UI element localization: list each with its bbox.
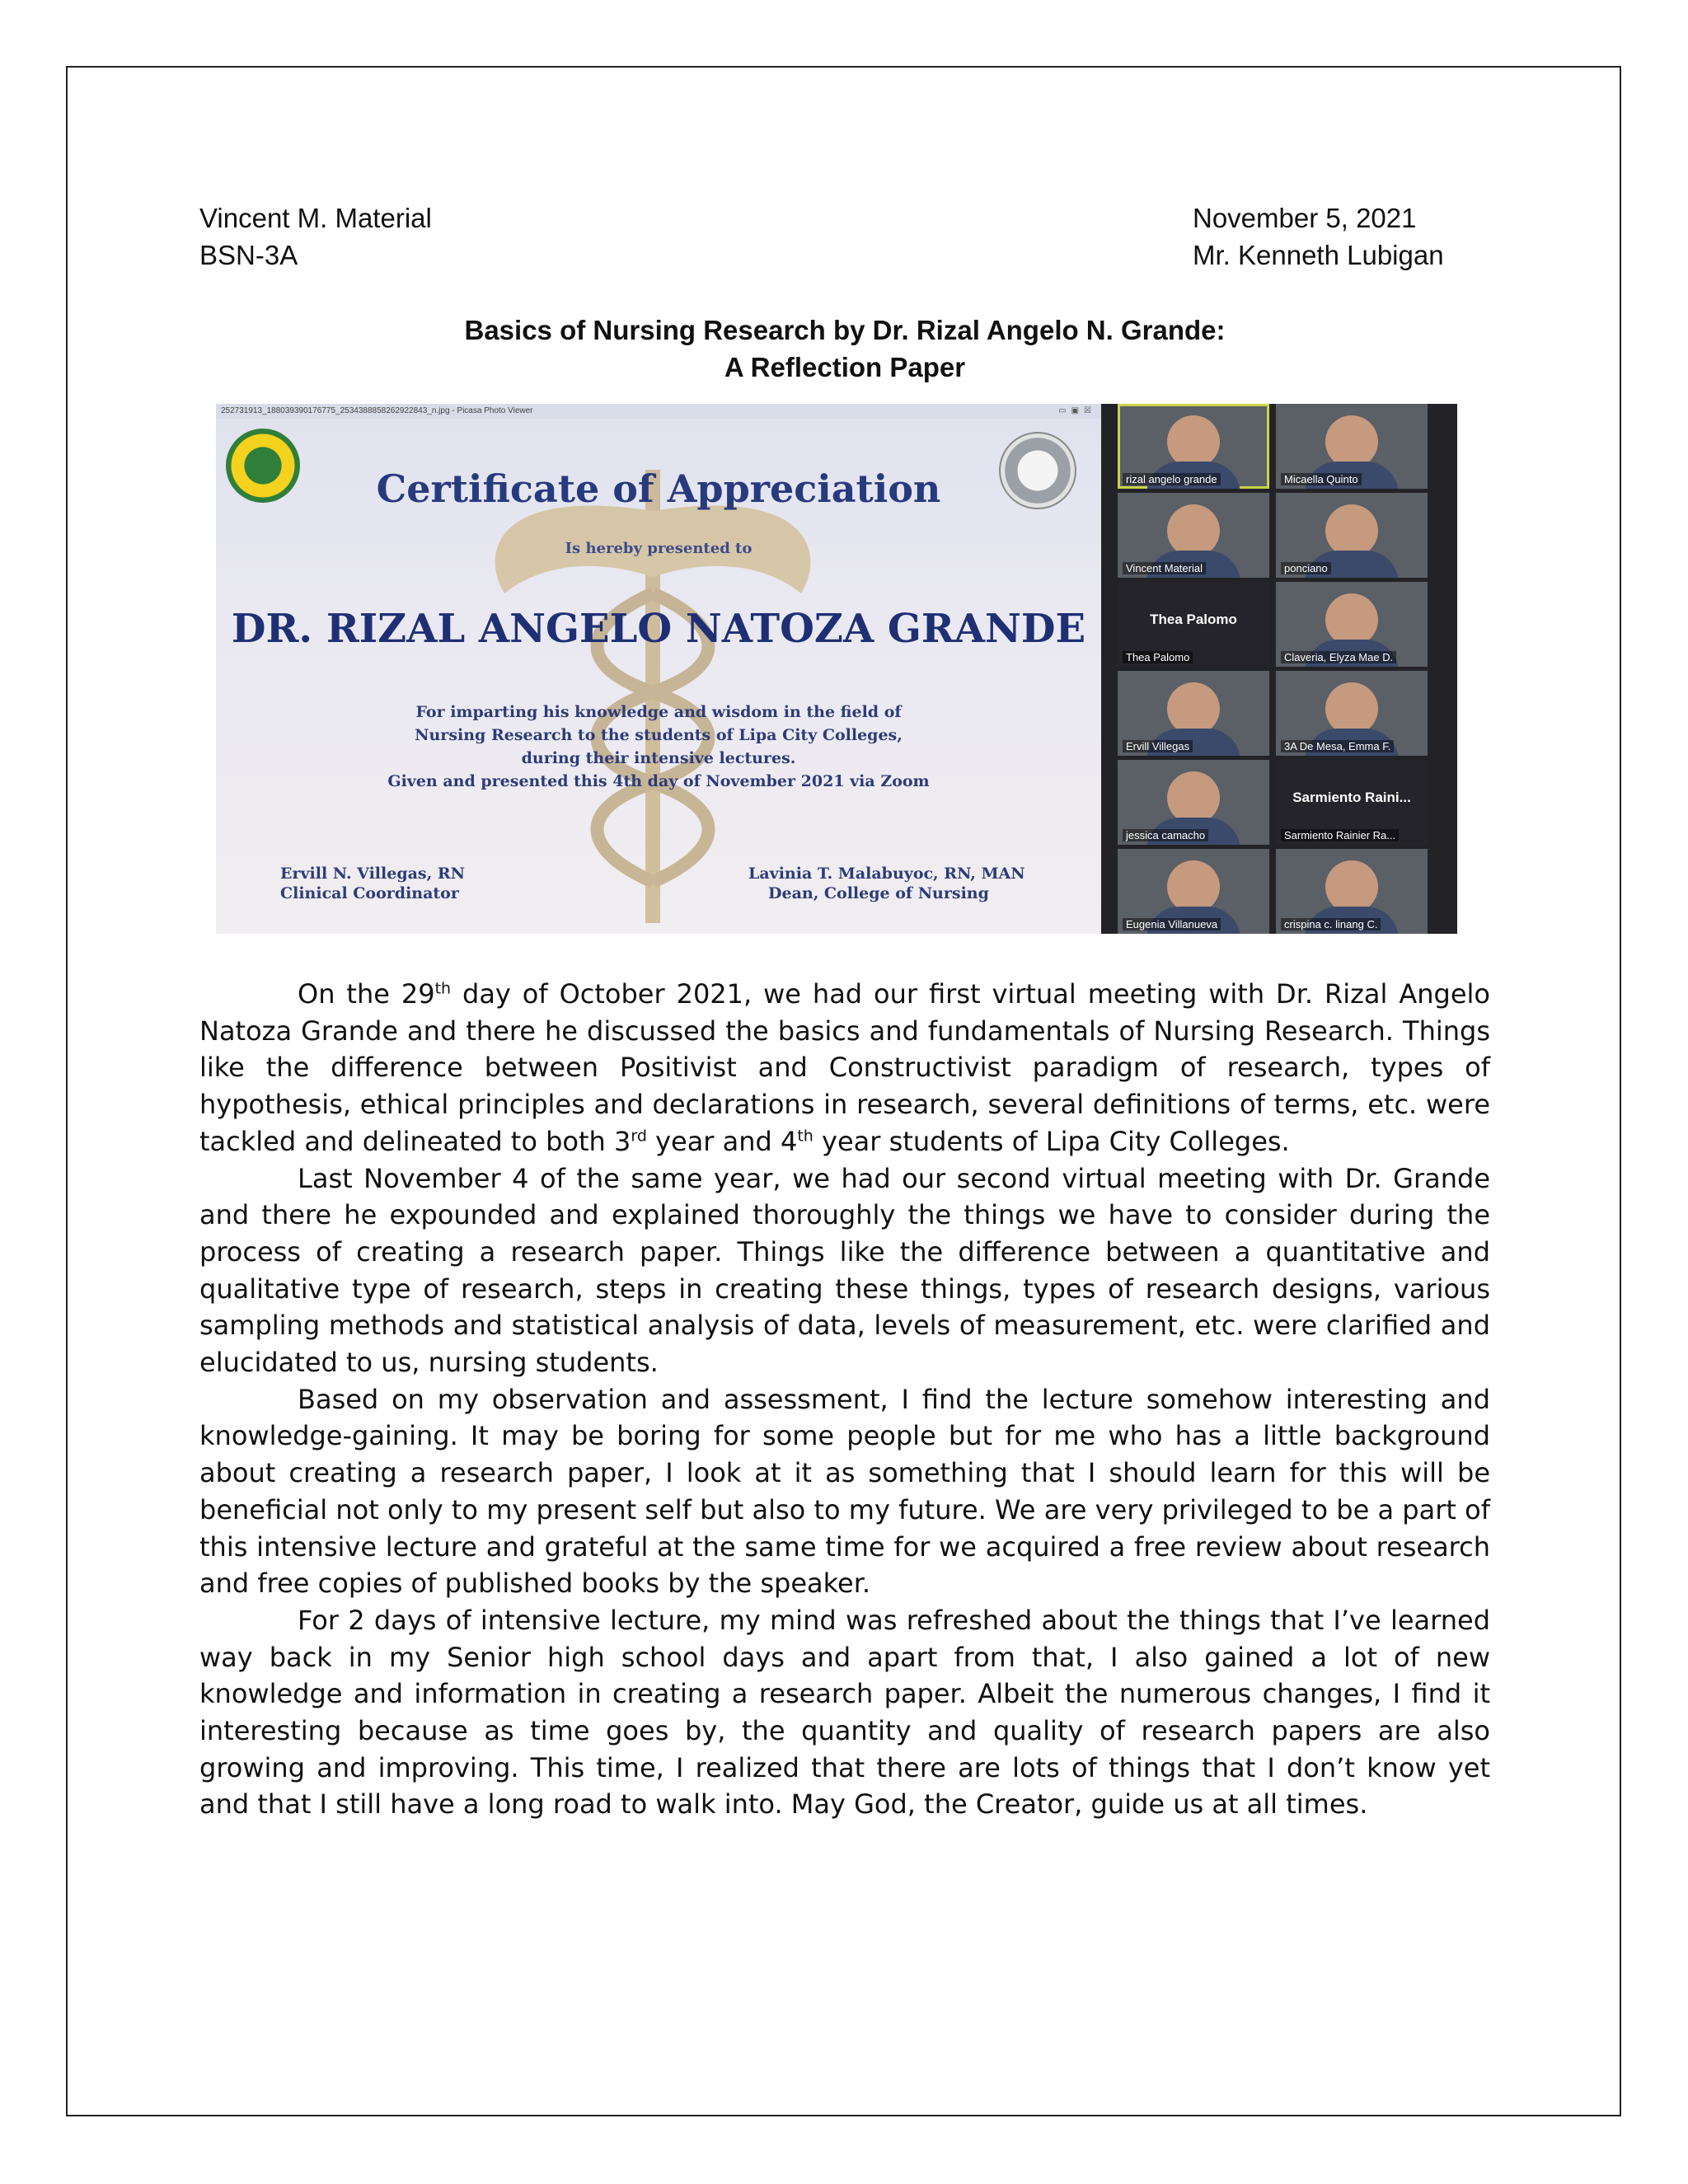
participant-name: Claveria, Elyza Mae D. bbox=[1281, 651, 1396, 663]
signatory-role: Dean, College of Nursing bbox=[768, 884, 989, 902]
participant-tile bbox=[1118, 671, 1269, 756]
author-name: Vincent M. Material bbox=[199, 203, 432, 233]
paragraph-text: day of October 2021, we had our first virtual meeting with Dr. Rizal Angelo Natoza Grande and there he discussed the basics and fundamentals of Nursing Research. Things like the difference between Positivist and Constructivist paradigm of research, types of hypothesis, ethical principles and declarations in research, several definitions of terms, etc. were tackled and delineated to both 3 bbox=[199, 978, 1491, 1157]
signatory-role: Clinical Coordinator bbox=[280, 884, 459, 902]
participant-name: Sarmiento Rainier Ra... bbox=[1281, 829, 1399, 841]
body-text bbox=[199, 976, 1490, 1823]
screenshot-figure bbox=[216, 404, 1457, 934]
certificate-body-line: Nursing Research to the students of Lipa City Colleges, bbox=[415, 726, 903, 744]
window-buttons-icon: ▭▣☒ bbox=[1058, 406, 1096, 415]
certificate-title: Certificate of Appreciation bbox=[376, 466, 941, 511]
paragraph-text: On the 29 bbox=[298, 978, 435, 1010]
superscript: th bbox=[434, 979, 452, 998]
title-line-1: Basics of Nursing Research by Dr. Rizal Angelo N. Grande: bbox=[464, 315, 1226, 345]
certificate-body bbox=[216, 701, 1101, 793]
date-label: November 5, 2021 bbox=[1193, 203, 1417, 233]
signatory-name: Lavinia T. Malabuyoc, RN, MAN bbox=[748, 865, 1025, 883]
zoom-gallery bbox=[1101, 404, 1457, 934]
photo-viewer-titlebar: 252731913_188039390176775_2534388858262922843_n.jpg - Picasa Photo Viewer bbox=[216, 404, 1101, 419]
caduceus-icon bbox=[480, 437, 826, 931]
participant-tile bbox=[1118, 849, 1269, 934]
participant-name: Micaella Quinto bbox=[1281, 473, 1362, 485]
participant-tile bbox=[1276, 760, 1428, 845]
participant-tile bbox=[1276, 404, 1428, 489]
participant-name: Ervill Villegas bbox=[1123, 740, 1193, 752]
paragraph-2: Last November 4 of the same year, we had our second virtual meeting with Dr. Grande and there he expounded and explained thoroughly the things we have to consider during the process of creating a research paper. Things like the difference between a quantitative and qualitative type of research, steps in creating these things, types of research designs, various sampling methods and statistical analysis of data, levels of measurement, etc. were clarified and elucidated to us, nursing students. bbox=[199, 1162, 1490, 1379]
certificate-presented: Is hereby presented to bbox=[565, 540, 753, 557]
signatory-name: Ervill N. Villegas, RN bbox=[280, 865, 466, 883]
signatory-right bbox=[748, 864, 1025, 903]
participant-tile bbox=[1276, 849, 1428, 934]
participant-name: 3A De Mesa, Emma F. bbox=[1281, 740, 1394, 752]
certificate-body-line: For imparting his knowledge and wisdom in the field of bbox=[415, 703, 902, 721]
certificate-body-line: Given and presented this 4th day of November 2021 via Zoom bbox=[387, 772, 930, 790]
participant-name: rizal angelo grande bbox=[1123, 473, 1221, 485]
participant-tile bbox=[1118, 493, 1269, 578]
participant-name: Vincent Material bbox=[1123, 562, 1206, 574]
header-left bbox=[199, 199, 432, 274]
participant-name: Thea Palomo bbox=[1123, 651, 1193, 663]
header-right bbox=[1193, 199, 1444, 274]
participant-name: ponciano bbox=[1281, 562, 1331, 574]
superscript: rd bbox=[631, 1127, 647, 1146]
participant-tile bbox=[1118, 404, 1269, 489]
participant-name: Eugenia Villanueva bbox=[1123, 918, 1221, 930]
participant-tile bbox=[1276, 582, 1428, 667]
participant-display-name: Thea Palomo bbox=[1150, 612, 1237, 627]
superscript: th bbox=[797, 1127, 814, 1146]
certificate-image bbox=[216, 404, 1101, 934]
participant-name: jessica camacho bbox=[1123, 829, 1208, 841]
paragraph-1 bbox=[199, 976, 1490, 1160]
title-line-2: A Reflection Paper bbox=[724, 352, 966, 382]
signatory-left bbox=[280, 864, 465, 903]
participant-tile bbox=[1118, 582, 1269, 667]
paragraph-text: year and 4 bbox=[646, 1125, 798, 1157]
paragraph-text: year students of Lipa City Colleges. bbox=[813, 1125, 1290, 1157]
participant-name: crispina c. linang C. bbox=[1281, 918, 1381, 930]
section-label: BSN-3A bbox=[199, 240, 298, 270]
paper-title bbox=[199, 312, 1490, 386]
paragraph-3: Based on my observation and assessment, I find the lecture somehow interesting and knowledge-gaining. It may be boring for some people but for me who has a little background about creating a research paper, I look at it as something that I should learn for this will be beneficial not only to my present self but also to my future. We are very privileged to be a part of this intensive lecture and grateful at the same time for we acquired a free review about research and free copies of published books by the speaker. bbox=[199, 1383, 1490, 1600]
certificate-body-line: during their intensive lectures. bbox=[521, 749, 796, 767]
participant-tile bbox=[1276, 671, 1428, 756]
participant-tile bbox=[1276, 493, 1428, 578]
instructor-name: Mr. Kenneth Lubigan bbox=[1193, 240, 1444, 270]
paragraph-4: For 2 days of intensive lecture, my mind was refreshed about the things that I’ve learned way back in my Senior high school days and apart from that, I also gained a lot of new knowledge and information in creating a research paper. Albeit the numerous changes, I find it interesting because as time goes by, the quantity and quality of research papers are also growing and improving. This time, I realized that there are lots of things that I don’t know yet and that I still have a long road to walk into. May God, the Creator, guide us at all times. bbox=[199, 1604, 1490, 1821]
participant-display-name: Sarmiento Raini... bbox=[1292, 790, 1411, 805]
certificate-recipient: DR. RIZAL ANGELO NATOZA GRANDE bbox=[231, 606, 1086, 652]
participant-tile bbox=[1118, 760, 1269, 845]
